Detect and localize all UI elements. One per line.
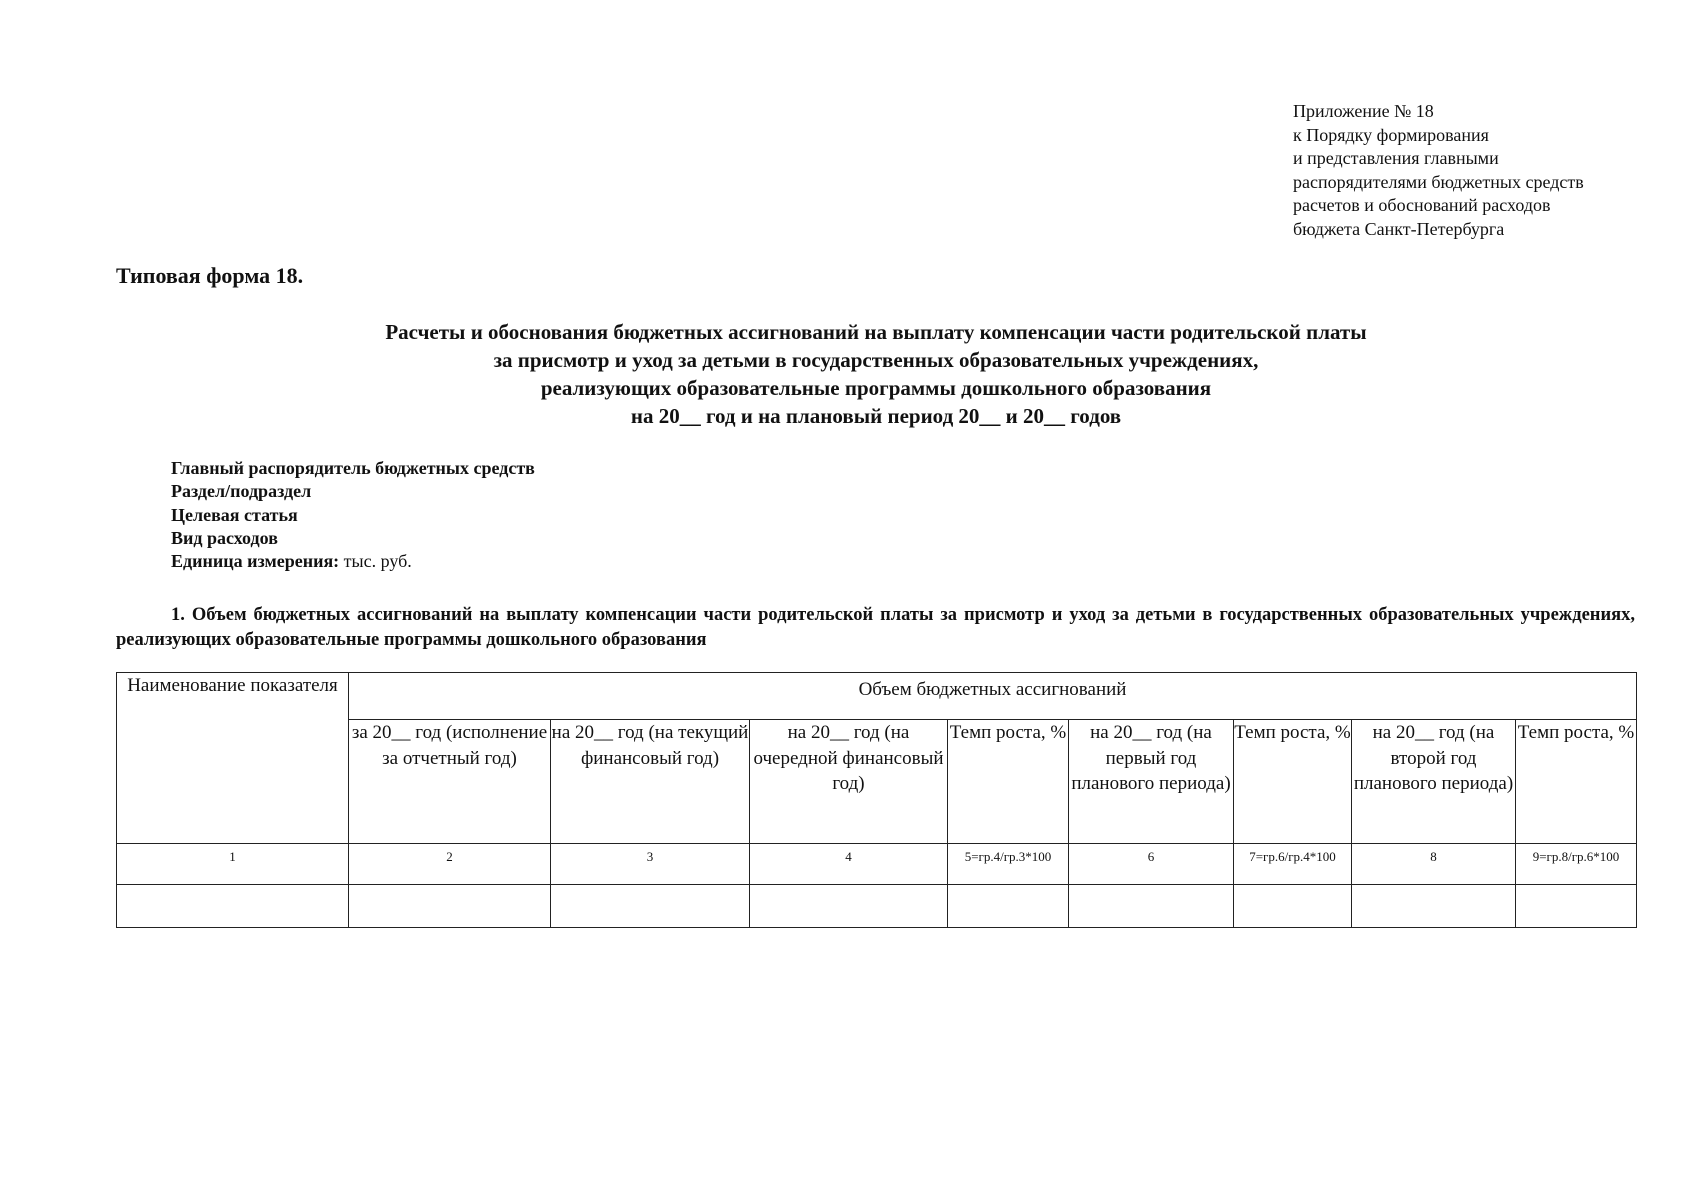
unit-row bbox=[171, 550, 535, 573]
appendix-line: к Порядку формирования bbox=[1293, 124, 1489, 145]
appendix-line: и представления главными bbox=[1293, 148, 1499, 168]
appendix-line: распорядителями бюджетных средств bbox=[1293, 171, 1584, 192]
title-line: на 20__ год и на плановый период 20__ и 20__ годов bbox=[630, 404, 1122, 428]
indicator-name-header: Наименование показателя bbox=[117, 673, 349, 844]
table-row bbox=[117, 885, 1637, 928]
column-number: 6 bbox=[1069, 844, 1234, 885]
column-number: 3 bbox=[551, 844, 750, 885]
title-line: Расчеты и обоснования бюджетных ассигнований на выплату компенсации части родительской платы bbox=[385, 320, 1367, 344]
title-line: реализующих образовательные программы дошкольного образования bbox=[540, 376, 1212, 400]
column-header-current-year: на 20__ год (на текущий финансовый год) bbox=[551, 720, 750, 844]
appendix-line: Приложение № 18 bbox=[1293, 101, 1434, 121]
column-header-second-plan-year: на 20__ год (на второй год планового периода) bbox=[1352, 720, 1516, 844]
appendix-line: расчетов и обоснований расходов bbox=[1293, 195, 1551, 215]
column-number: 4 bbox=[750, 844, 948, 885]
form-title: Типовая форма 18. bbox=[116, 263, 304, 288]
document-title bbox=[116, 318, 1636, 430]
table-cell bbox=[349, 885, 551, 928]
table-cell bbox=[1516, 885, 1637, 928]
table-cell bbox=[1234, 885, 1352, 928]
table-cell bbox=[750, 885, 948, 928]
column-number: 7=гр.6/гр.4*100 bbox=[1234, 844, 1352, 885]
table-cell bbox=[948, 885, 1069, 928]
table-cell bbox=[551, 885, 750, 928]
column-numbers-row bbox=[117, 844, 1637, 885]
header-row-top bbox=[117, 673, 1637, 720]
unit-label: Единица измерения: bbox=[171, 551, 340, 572]
form-attributes bbox=[171, 457, 535, 573]
column-header-reporting-year: за 20__ год (исполнение за отчетный год) bbox=[349, 720, 551, 844]
expense-type-label: Вид расходов bbox=[171, 527, 278, 548]
appendix-line: бюджета Санкт-Петербурга bbox=[1293, 218, 1505, 239]
appendix-header bbox=[1293, 100, 1584, 241]
column-header-growth-rate: Темп роста, % bbox=[1234, 720, 1352, 844]
table-cell bbox=[1352, 885, 1516, 928]
table-cell bbox=[117, 885, 349, 928]
column-header-growth-rate: Темп роста, % bbox=[1516, 720, 1637, 844]
unit-value: тыс. руб. bbox=[343, 551, 412, 572]
column-number: 9=гр.8/гр.6*100 bbox=[1516, 844, 1637, 885]
column-number: 2 bbox=[349, 844, 551, 885]
column-number: 8 bbox=[1352, 844, 1516, 885]
table-cell bbox=[1069, 885, 1234, 928]
volume-header bbox=[349, 673, 1637, 720]
target-item-label: Целевая статья bbox=[171, 504, 298, 525]
allocations-table bbox=[116, 672, 1637, 928]
column-header-next-year: на 20__ год (на очередной финансовый год) bbox=[750, 720, 948, 844]
column-number: 5=гр.4/гр.3*100 bbox=[948, 844, 1069, 885]
section-label: Раздел/подраздел bbox=[171, 481, 312, 502]
title-line: за присмотр и уход за детьми в государственных образовательных учреждениях, bbox=[493, 348, 1259, 372]
volume-header-label: Объем бюджетных ассигнований bbox=[858, 679, 1127, 700]
column-header-growth-rate: Темп роста, % bbox=[948, 720, 1069, 844]
column-header-first-plan-year: на 20__ год (на первый год планового периода) bbox=[1069, 720, 1234, 844]
section-heading: 1. Объем бюджетных ассигнований на выплату компенсации части родительской платы за присмотр и уход за детьми в государственных образовательных учреждениях, реализующих образовательные программы дошкольного образования bbox=[116, 605, 1635, 650]
chief-manager-label: Главный распорядитель бюджетных средств bbox=[171, 458, 535, 478]
column-number: 1 bbox=[117, 844, 349, 885]
